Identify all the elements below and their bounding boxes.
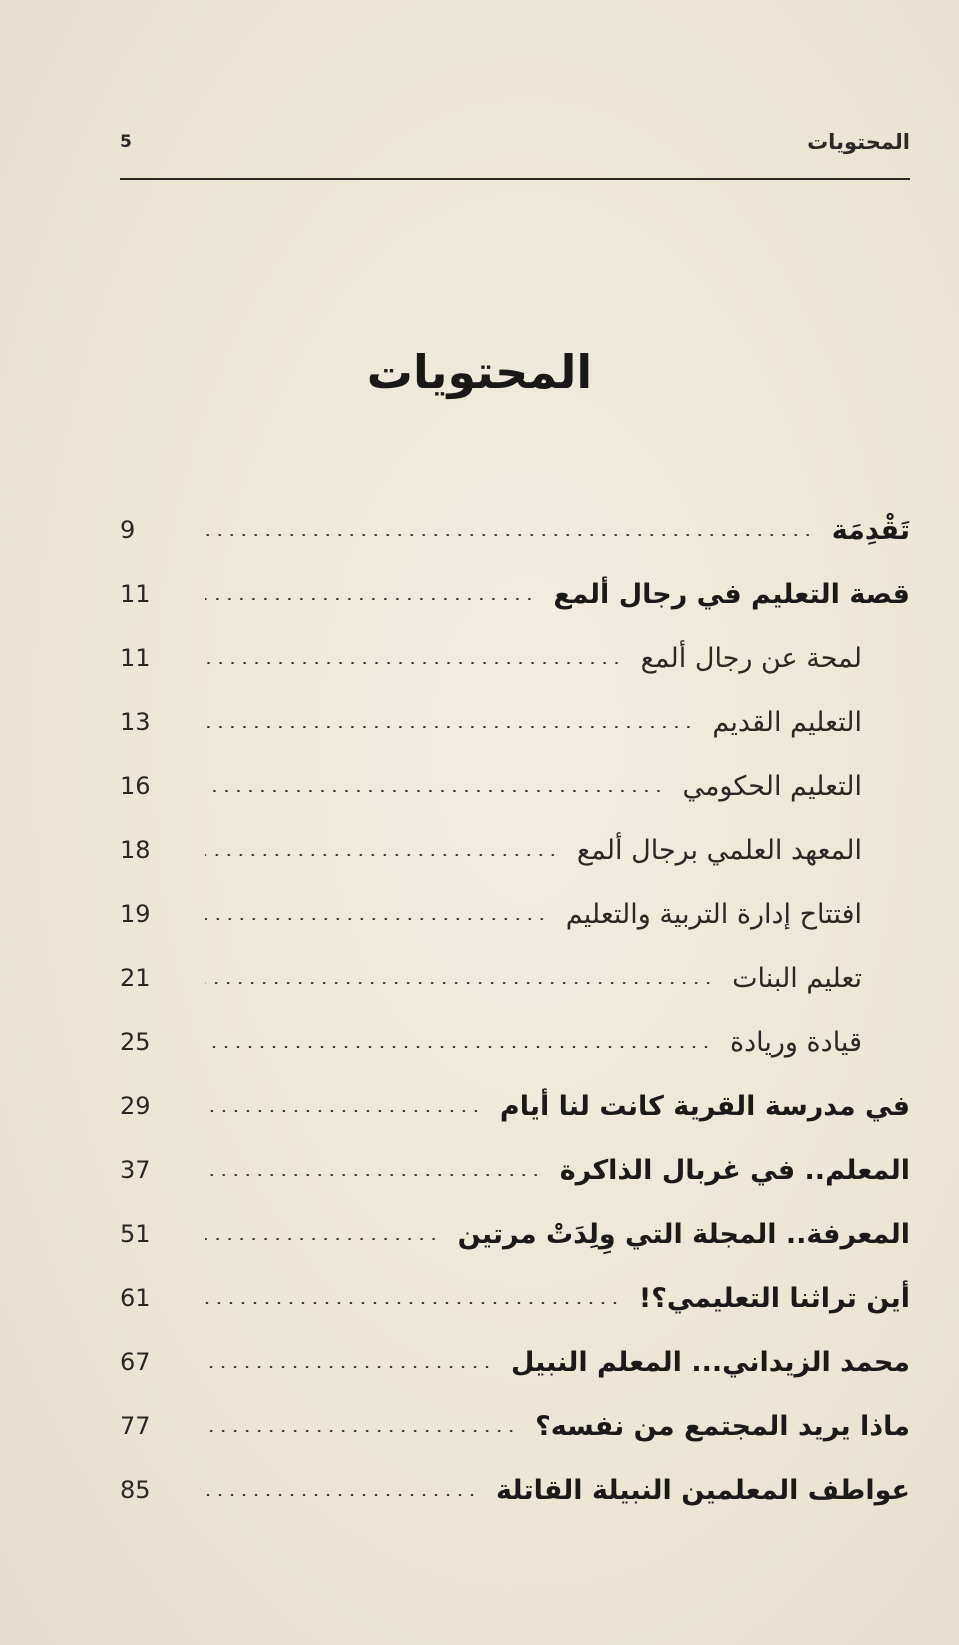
toc-entry (120, 1458, 910, 1522)
dot-leader (205, 1174, 542, 1176)
toc-entry-page-number: 51 (120, 1220, 151, 1248)
toc-entry-page-number: 61 (120, 1284, 151, 1312)
dot-leader (205, 726, 694, 728)
toc-entry-title: في مدرسة القرية كانت لنا أيام (499, 1090, 910, 1122)
table-of-contents (120, 498, 910, 1522)
toc-entry-title: التعليم القديم (712, 706, 862, 738)
dot-leader (205, 854, 559, 856)
toc-entry (120, 818, 910, 882)
toc-entry (120, 690, 910, 754)
toc-entry-page-number: 13 (120, 708, 151, 736)
toc-entry-page-number: 37 (120, 1156, 151, 1184)
header-page-number: 5 (120, 132, 132, 152)
toc-entry (120, 946, 910, 1010)
toc-entry-page-number: 19 (120, 900, 151, 928)
toc-entry-title: أين تراثنا التعليمي؟! (638, 1282, 910, 1314)
toc-entry-title: لمحة عن رجال ألمع (640, 642, 862, 674)
dot-leader (205, 1110, 482, 1112)
toc-entry-page-number: 29 (120, 1092, 151, 1120)
dot-leader (205, 534, 814, 536)
toc-entry-page-number: 9 (120, 516, 136, 544)
dot-leader (205, 1302, 621, 1304)
dot-leader (205, 1494, 478, 1496)
toc-entry (120, 1266, 910, 1330)
toc-entry-page-number: 77 (120, 1412, 151, 1440)
toc-entry (120, 1394, 910, 1458)
toc-entry-title: افتتاح إدارة التربية والتعليم (565, 898, 862, 930)
toc-entry (120, 626, 910, 690)
toc-entry-page-number: 85 (120, 1476, 151, 1504)
toc-entry-title: محمد الزيداني... المعلم النبيل (511, 1346, 910, 1378)
toc-entry-title: عواطف المعلمين النبيلة القاتلة (496, 1474, 910, 1506)
toc-entry-page-number: 16 (120, 772, 151, 800)
dot-leader (205, 598, 535, 600)
toc-entry (120, 1074, 910, 1138)
toc-entry (120, 1138, 910, 1202)
toc-entry-page-number: 21 (120, 964, 151, 992)
toc-entry (120, 1202, 910, 1266)
toc-entry (120, 882, 910, 946)
toc-entry-page-number: 11 (120, 580, 151, 608)
toc-entry-title: تَقْدِمَة (831, 514, 910, 546)
running-header (120, 128, 910, 180)
toc-entry (120, 1330, 910, 1394)
toc-entry-page-number: 11 (120, 644, 151, 672)
toc-entry (120, 498, 910, 562)
dot-leader (205, 982, 714, 984)
toc-entry-title: تعليم البنات (732, 962, 862, 994)
toc-entry (120, 1010, 910, 1074)
dot-leader (205, 662, 623, 664)
toc-entry-title: المعرفة.. المجلة التي وِلِدَتْ مرتين (457, 1218, 910, 1250)
running-title: المحتويات (807, 130, 910, 154)
toc-entry-page-number: 25 (120, 1028, 151, 1056)
page-title: المحتويات (366, 345, 593, 399)
dot-leader (205, 918, 548, 920)
toc-entry-title: المعهد العلمي برجال ألمع (576, 834, 862, 866)
dot-leader (205, 790, 664, 792)
dot-leader (205, 1366, 493, 1368)
toc-entry-title: التعليم الحكومي (682, 770, 862, 802)
toc-entry-title: ماذا يريد المجتمع من نفسه؟ (535, 1410, 910, 1442)
toc-entry-page-number: 67 (120, 1348, 151, 1376)
toc-entry (120, 562, 910, 626)
dot-leader (205, 1046, 712, 1048)
toc-entry-title: قيادة وريادة (729, 1026, 862, 1058)
toc-entry-page-number: 18 (120, 836, 151, 864)
dot-leader (205, 1430, 517, 1432)
toc-entry-title: قصة التعليم في رجال ألمع (553, 578, 910, 610)
toc-entry (120, 754, 910, 818)
dot-leader (205, 1238, 440, 1240)
toc-entry-title: المعلم.. في غربال الذاكرة (559, 1154, 910, 1186)
